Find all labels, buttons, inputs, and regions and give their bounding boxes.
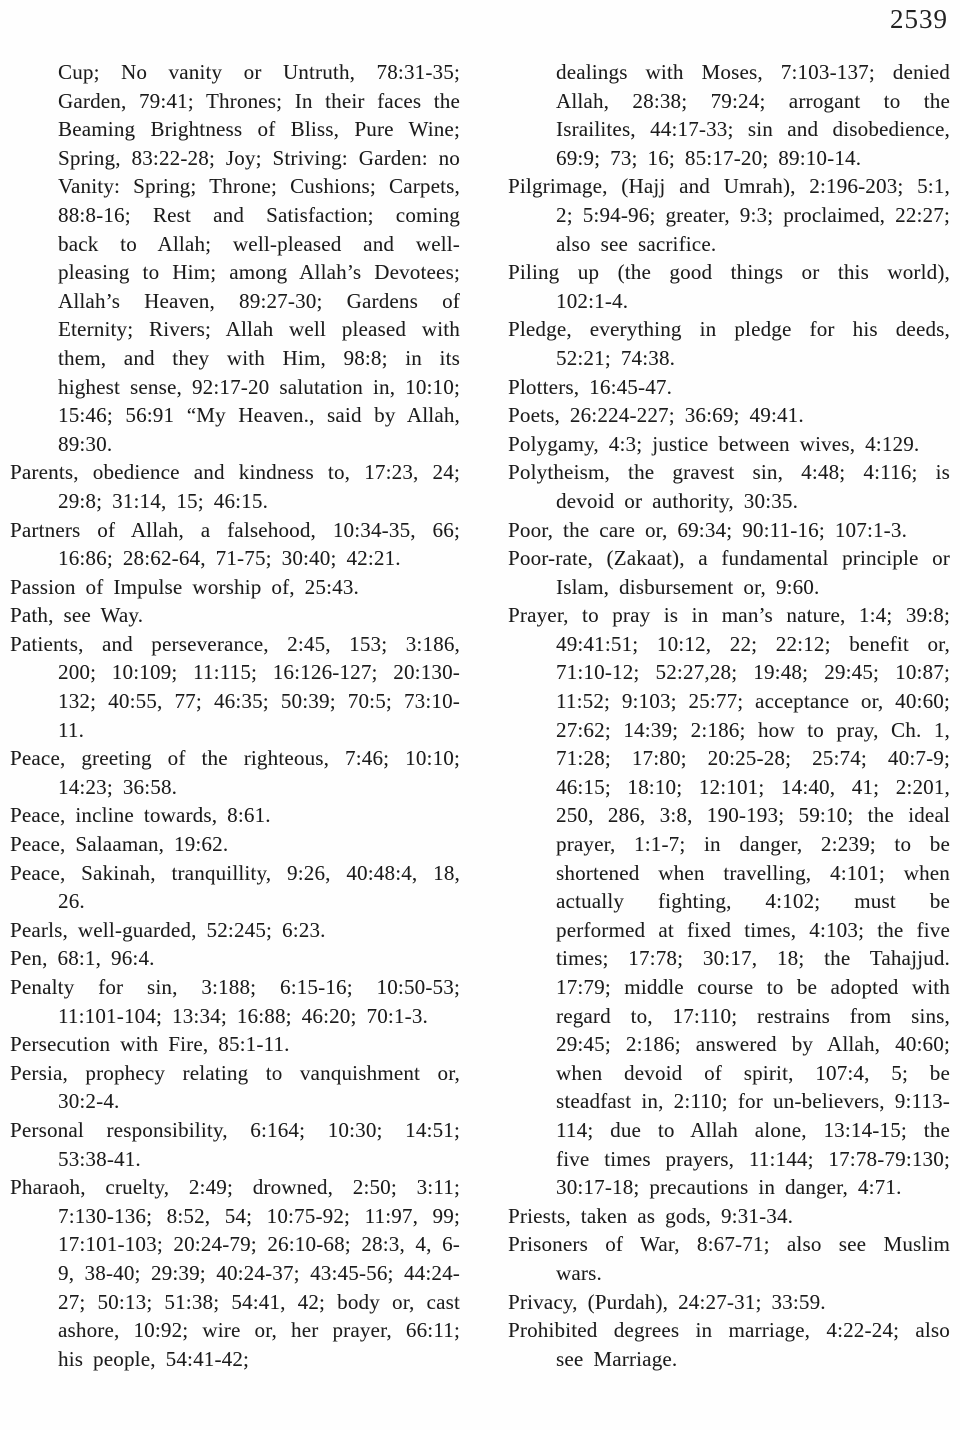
index-entry: Poets, 26:224-227; 36:69; 49:41. — [508, 403, 804, 428]
index-entry: Peace, Sakinah, tranquillity, 9:26, 40:48:4, 18, 26. — [10, 860, 460, 914]
index-entry: Persia, prophecy relating to vanquishment or, 30:2-4. — [10, 1060, 460, 1114]
index-entry: Pearls, well-guarded, 52:245; 6:23. — [10, 917, 326, 942]
index-column-left — [10, 58, 460, 1373]
index-entry-continuation: dealings with Moses, 7:103-137; denied Allah, 28:38; 79:24; arrogant to the Israilites, 44:17-33; sin and disobedience, 69:9; 73; 16; 85:17-20; 89:10-14. — [556, 60, 950, 170]
index-entry: Plotters, 16:45-47. — [508, 374, 673, 399]
index-entry: Pharaoh, cruelty, 2:49; drowned, 2:50; 3:11; 7:130-136; 8:52, 54; 10:75-92; 11:97, 99; 17:101-103; 20:24-79; 26:10-68; 28:3, 4, 6-9, 38-40; 29:39; 40:24-37; 43:45-56; 44:24-27; 50:13; 51:38; 54:41, 42; body or, cast ashore, 10:92; wire or, her prayer, 66:11; his people, 54:41-42; — [10, 1175, 460, 1371]
index-entry: Pledge, everything in pledge for his deeds, 52:21; 74:38. — [508, 317, 950, 370]
index-entry: Persecution with Fire, 85:1-11. — [10, 1032, 290, 1057]
index-entry: Patients, and perseverance, 2:45, 153; 3:186, 200; 10:109; 11:115; 16:126-127; 20:130-132; 40:55, 77; 46:35; 50:39; 70:5; 73:10-11. — [10, 631, 460, 742]
index-entry: Peace, incline towards, 8:61. — [10, 803, 271, 828]
index-entry: Path, see Way. — [10, 603, 144, 628]
index-entry: Polytheism, the gravest sin, 4:48; 4:116; is devoid or authority, 30:35. — [508, 460, 950, 513]
page-number: 2539 — [890, 4, 948, 34]
index-entry: Poor, the care or, 69:34; 90:11-16; 107:1-3. — [508, 517, 908, 542]
index-entry: Privacy, (Purdah), 24:27-31; 33:59. — [508, 1289, 826, 1314]
index-entry: Prisoners of War, 8:67-71; also see Muslim wars. — [508, 1232, 950, 1285]
index-entry: Poor-rate, (Zakaat), a fundamental principle or Islam, disbursement or, 9:60. — [508, 546, 950, 599]
index-entry: Parents, obedience and kindness to, 17:23, 24; 29:8; 31:14, 15; 46:15. — [10, 460, 460, 513]
index-column-right — [508, 58, 950, 1373]
index-entry: Piling up (the good things or this world), 102:1-4. — [508, 260, 950, 313]
index-entry: Peace, greeting of the righteous, 7:46; 10:10; 14:23; 36:58. — [10, 746, 460, 799]
index-entry: Pilgrimage, (Hajj and Umrah), 2:196-203; 5:1, 2; 5:94-96; greater, 9:3; proclaimed, 22:27; also see sacrifice. — [508, 174, 950, 256]
index-entry: Prohibited degrees in marriage, 4:22-24; also see Marriage. — [508, 1318, 950, 1371]
index-entry: Polygamy, 4:3; justice between wives, 4:129. — [508, 431, 920, 456]
index-entry: Pen, 68:1, 96:4. — [10, 946, 155, 971]
index-entry: Partners of Allah, a falsehood, 10:34-35, 66; 16:86; 28:62-64, 71-75; 30:40; 42:21. — [10, 517, 460, 571]
index-entry-continuation: Cup; No vanity or Untruth, 78:31-35; Garden, 79:41; Thrones; In their faces the Beaming Brightness of Bliss, Pure Wine; Spring, 83:22-28; Joy; Striving: Garden: no Vanity: Spring; Throne; Cushions; Carpets, 88:8-16; Rest and Satisfaction; coming back to Allah; well-pleased and well-pleasing to Him; among Allah’s Devotees; Allah’s Heaven, 89:27-30; Gardens of Eternity; Rivers; Allah well pleased with them, and they with Him, 98:8; in its highest sense, 92:17-20 salutation in, 10:10; 15:46; 56:91 “My Heaven., said by Allah, 89:30. — [58, 60, 460, 456]
index-entry: Peace, Salaaman, 19:62. — [10, 832, 229, 857]
index-entry: Penalty for sin, 3:188; 6:15-16; 10:50-53; 11:101-104; 13:34; 16:88; 46:20; 70:1-3. — [10, 975, 460, 1028]
index-entry: Passion of Impulse worship of, 25:43. — [10, 574, 359, 599]
index-entry: Priests, taken as gods, 9:31-34. — [508, 1203, 794, 1228]
index-columns — [10, 58, 950, 1373]
index-entry: Personal responsibility, 6:164; 10:30; 14:51; 53:38-41. — [10, 1117, 460, 1171]
index-entry: Prayer, to pray is in man’s nature, 1:4; 39:8; 49:41:51; 10:12, 22; 22:12; benefit or, 71:10-12; 52:27,28; 19:48; 29:45; 10:87; 11:52; 9:103; 25:77; acceptance or, 40:60; 27:62; 14:39; 2:186; how to pray, Ch. 1, 71:28; 17:80; 20:25-28; 25:74; 40:7-9; 46:15; 18:10; 12:101; 14:40, 41; 2:201, 250, 286, 3:8, 190-193; 59:10; the ideal prayer, 1:1-7; in danger, 2:239; to be shortened when travelling, 4:101; when actually fighting, 4:102; must be performed at fixed times, 4:103; the five times; 17:78; 30:17, 18; the Tahajjud. 17:79; middle course to be adopted with regard to, 17:110; restrains from sins, 29:45; 2:186; answered by Allah, 40:60; when devoid of spirit, 107:4, 5; be steadfast in, 2:110; for un-believers, 9:113-114; due to Allah alone, 13:14-15; the five times prayers, 11:144; 17:78-79:130; 30:17-18; precautions in danger, 4:71. — [508, 603, 950, 1200]
